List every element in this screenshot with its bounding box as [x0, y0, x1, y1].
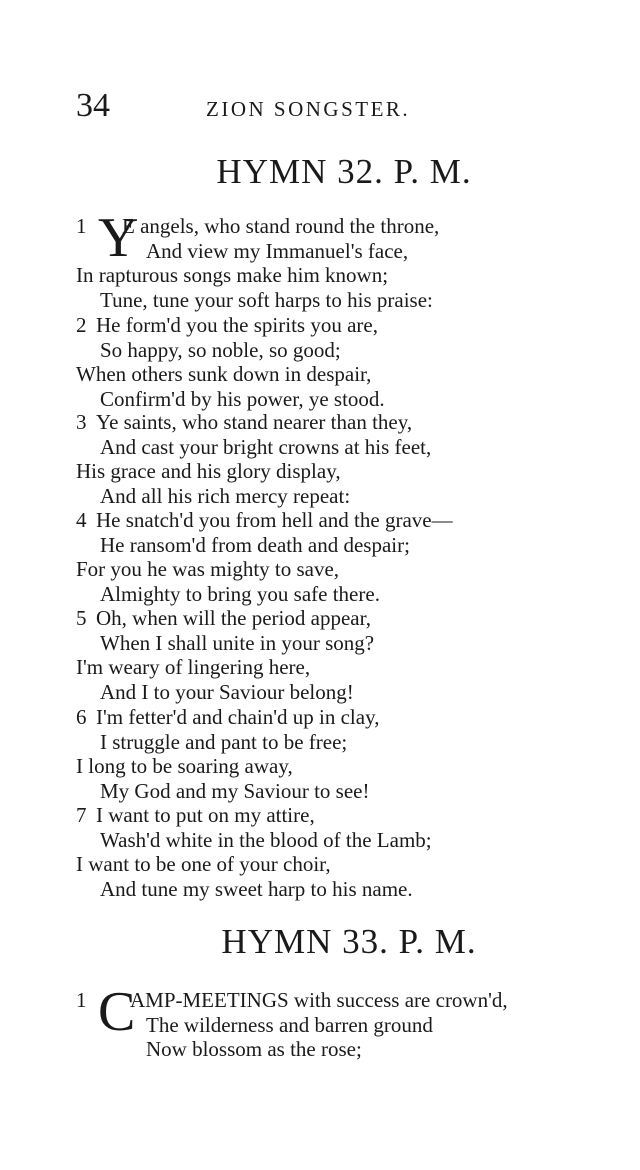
- verse-line: [76, 606, 576, 631]
- verse-number: 2: [76, 313, 87, 337]
- hymn-32-verse-1: [76, 207, 576, 312]
- verse-number: 1: [76, 214, 87, 238]
- verse-number: 5: [76, 606, 87, 630]
- verse-line: His grace and his glory display,: [76, 459, 341, 483]
- verse-line: Almighty to bring you safe there.: [100, 581, 380, 606]
- verse-line-text: I want to put on my attire,: [96, 803, 315, 827]
- verse-line-text: E angels, who stand round the throne,: [122, 214, 440, 238]
- verse-number: 7: [76, 803, 87, 827]
- verse-line: [76, 313, 576, 338]
- verse-line: Wash'd white in the blood of the Lamb;: [100, 827, 432, 852]
- verse-line: I want to be one of your choir,: [76, 852, 331, 876]
- verse-number: 6: [76, 705, 87, 729]
- hymn-33-title: HYMN 33. P. M.: [221, 922, 477, 961]
- verse-line: I'm weary of lingering here,: [76, 655, 311, 679]
- hymn-32-verse-6: [76, 705, 576, 803]
- verse-line: In rapturous songs make him known;: [76, 263, 389, 287]
- hymn-32-verse-7: [76, 803, 576, 901]
- verse-line: I struggle and pant to be free;: [100, 729, 348, 754]
- hymn-32-verse-3: [76, 410, 576, 508]
- page-number: 34: [76, 87, 110, 124]
- verse-line: I long to be soaring away,: [76, 754, 293, 778]
- verse-line-text: Oh, when will the period appear,: [96, 606, 371, 630]
- verse-line: [76, 705, 576, 730]
- verse-line: For you he was mighty to save,: [76, 557, 340, 581]
- verse-line: When others sunk down in despair,: [76, 362, 372, 386]
- verse-line-text: Ye saints, who stand nearer than they,: [96, 410, 413, 434]
- hymn-32-verse-2: [76, 313, 576, 411]
- verse-line-text: He form'd you the spirits you are,: [96, 313, 378, 337]
- verse-line: [76, 803, 576, 828]
- hymn-33-verse-1: [76, 981, 576, 1062]
- verse-line: And tune my sweet harp to his name.: [100, 876, 413, 901]
- page-header: [76, 86, 466, 130]
- running-title: ZION SONGSTER.: [206, 97, 411, 121]
- verse-line: [76, 239, 576, 264]
- hymn-32-verse-4: [76, 508, 576, 606]
- verse-line: [76, 410, 576, 435]
- verse-line-text: The wilderness and barren ground: [146, 1012, 433, 1037]
- verse-line: Confirm'd by his power, ye stood.: [100, 386, 385, 411]
- verse-number: 1: [76, 988, 87, 1012]
- verse-line: And all his rich mercy repeat:: [100, 483, 351, 508]
- verse-line-text: And view my Immanuel's face,: [146, 238, 409, 263]
- drop-cap: C: [98, 981, 136, 1043]
- verse-line: When I shall unite in your song?: [100, 630, 375, 655]
- hymn-32-title: HYMN 32. P. M.: [216, 152, 472, 191]
- verse-line: And cast your bright crowns at his feet,: [100, 434, 432, 459]
- verse-line-text: Now blossom as the rose;: [146, 1037, 362, 1061]
- verse-line: He ransom'd from death and despair;: [100, 532, 410, 557]
- verse-line: And I to your Saviour belong!: [100, 679, 354, 704]
- verse-line: [76, 508, 576, 533]
- hymn-32-verse-5: [76, 606, 576, 704]
- verse-line: [76, 1037, 576, 1062]
- verse-number: 3: [76, 410, 87, 434]
- verse-line-text: AMP-MEETINGS with success are crown'd,: [130, 988, 508, 1012]
- verse-line: [76, 1013, 576, 1038]
- verse-line-text: I'm fetter'd and chain'd up in clay,: [96, 705, 380, 729]
- verse-line: Tune, tune your soft harps to his praise:: [100, 287, 433, 312]
- verse-line-text: He snatch'd you from hell and the grave—: [96, 508, 453, 532]
- verse-number: 4: [76, 508, 87, 532]
- verse-line: So happy, so noble, so good;: [100, 337, 341, 362]
- verse-line: My God and my Saviour to see!: [100, 778, 370, 803]
- drop-cap: Y: [98, 207, 139, 269]
